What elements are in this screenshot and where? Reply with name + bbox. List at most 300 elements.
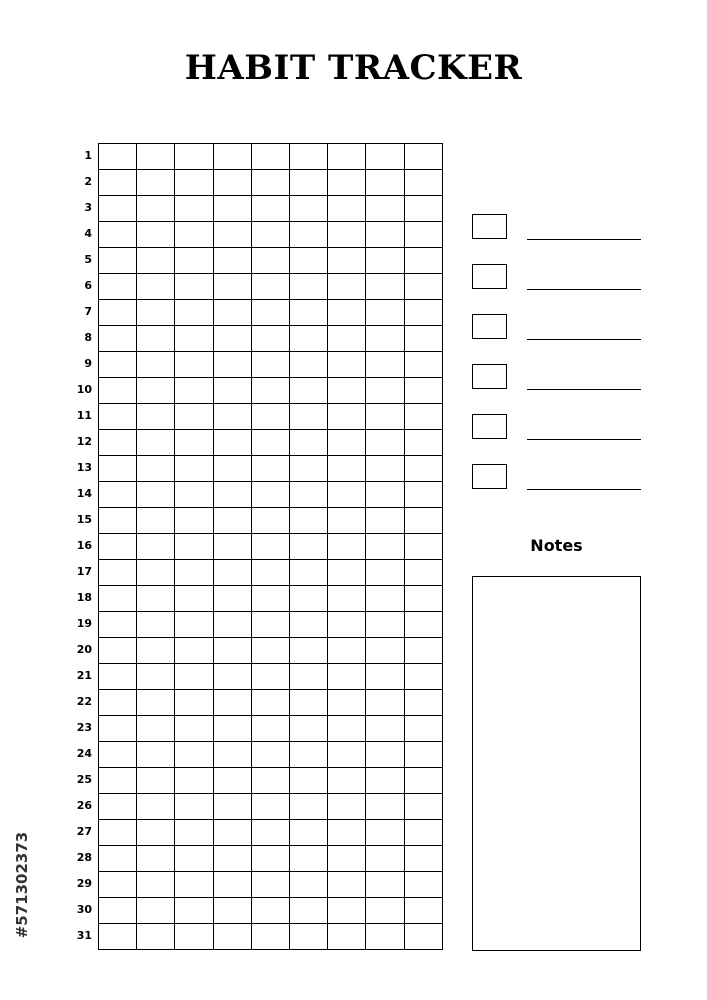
grid-cell[interactable] bbox=[328, 898, 366, 924]
grid-cell[interactable] bbox=[137, 612, 175, 638]
grid-cell[interactable] bbox=[214, 482, 252, 508]
grid-cell[interactable] bbox=[328, 664, 366, 690]
grid-cell[interactable] bbox=[175, 846, 213, 872]
grid-cell[interactable] bbox=[366, 716, 404, 742]
grid-cell[interactable] bbox=[175, 716, 213, 742]
grid-cell[interactable] bbox=[290, 222, 328, 248]
grid-cell[interactable] bbox=[290, 170, 328, 196]
grid-cell[interactable] bbox=[252, 846, 290, 872]
grid-cell[interactable] bbox=[252, 768, 290, 794]
grid-cell[interactable] bbox=[137, 248, 175, 274]
grid-cell[interactable] bbox=[328, 404, 366, 430]
grid-cell[interactable] bbox=[366, 248, 404, 274]
grid-cell[interactable] bbox=[405, 924, 443, 950]
grid-cell[interactable] bbox=[405, 638, 443, 664]
grid-cell[interactable] bbox=[405, 872, 443, 898]
grid-cell[interactable] bbox=[137, 638, 175, 664]
grid-cell[interactable] bbox=[252, 586, 290, 612]
grid-cell[interactable] bbox=[328, 430, 366, 456]
grid-cell[interactable] bbox=[214, 716, 252, 742]
grid-cell[interactable] bbox=[328, 274, 366, 300]
grid-cell[interactable] bbox=[252, 326, 290, 352]
grid-cell[interactable] bbox=[290, 248, 328, 274]
grid-cell[interactable] bbox=[175, 482, 213, 508]
grid-cell[interactable] bbox=[328, 144, 366, 170]
grid-cell[interactable] bbox=[290, 144, 328, 170]
grid-cell[interactable] bbox=[137, 534, 175, 560]
grid-cell[interactable] bbox=[405, 482, 443, 508]
grid-cell[interactable] bbox=[214, 144, 252, 170]
grid-cell[interactable] bbox=[175, 898, 213, 924]
grid-cell[interactable] bbox=[175, 196, 213, 222]
grid-cell[interactable] bbox=[366, 872, 404, 898]
grid-cell[interactable] bbox=[366, 378, 404, 404]
grid-cell[interactable] bbox=[99, 794, 137, 820]
grid-cell[interactable] bbox=[252, 794, 290, 820]
grid-cell[interactable] bbox=[328, 326, 366, 352]
grid-cell[interactable] bbox=[99, 482, 137, 508]
grid-cell[interactable] bbox=[290, 664, 328, 690]
grid-cell[interactable] bbox=[328, 638, 366, 664]
grid-cell[interactable] bbox=[99, 170, 137, 196]
grid-cell[interactable] bbox=[290, 872, 328, 898]
grid-cell[interactable] bbox=[328, 716, 366, 742]
grid-cell[interactable] bbox=[214, 898, 252, 924]
grid-cell[interactable] bbox=[405, 794, 443, 820]
grid-cell[interactable] bbox=[137, 222, 175, 248]
grid-cell[interactable] bbox=[328, 352, 366, 378]
grid-cell[interactable] bbox=[175, 534, 213, 560]
grid-cell[interactable] bbox=[99, 326, 137, 352]
grid-cell[interactable] bbox=[290, 196, 328, 222]
grid-cell[interactable] bbox=[328, 482, 366, 508]
grid-cell[interactable] bbox=[290, 378, 328, 404]
grid-cell[interactable] bbox=[252, 612, 290, 638]
grid-cell[interactable] bbox=[290, 352, 328, 378]
grid-cell[interactable] bbox=[366, 352, 404, 378]
grid-cell[interactable] bbox=[137, 378, 175, 404]
grid-cell[interactable] bbox=[99, 898, 137, 924]
grid-cell[interactable] bbox=[137, 352, 175, 378]
grid-cell[interactable] bbox=[137, 924, 175, 950]
grid-cell[interactable] bbox=[175, 820, 213, 846]
grid-cell[interactable] bbox=[99, 248, 137, 274]
grid-cell[interactable] bbox=[137, 664, 175, 690]
grid-cell[interactable] bbox=[366, 430, 404, 456]
legend-checkbox[interactable] bbox=[472, 314, 507, 339]
grid-cell[interactable] bbox=[405, 144, 443, 170]
day-label: 12 bbox=[76, 435, 92, 448]
grid-cell[interactable] bbox=[328, 586, 366, 612]
grid-cell[interactable] bbox=[137, 716, 175, 742]
grid-cell[interactable] bbox=[137, 326, 175, 352]
grid-cell[interactable] bbox=[214, 690, 252, 716]
grid-cell[interactable] bbox=[328, 820, 366, 846]
legend-write-line[interactable] bbox=[527, 289, 641, 290]
grid-cell[interactable] bbox=[99, 352, 137, 378]
grid-cell[interactable] bbox=[175, 326, 213, 352]
grid-cell[interactable] bbox=[328, 742, 366, 768]
grid-cell[interactable] bbox=[214, 430, 252, 456]
grid-cell[interactable] bbox=[214, 274, 252, 300]
grid-cell[interactable] bbox=[214, 326, 252, 352]
grid-cell[interactable] bbox=[366, 742, 404, 768]
grid-cell[interactable] bbox=[99, 664, 137, 690]
grid-cell[interactable] bbox=[175, 560, 213, 586]
grid-cell[interactable] bbox=[137, 846, 175, 872]
grid-cell[interactable] bbox=[405, 586, 443, 612]
grid-cell[interactable] bbox=[328, 560, 366, 586]
grid-cell[interactable] bbox=[290, 820, 328, 846]
grid-cell[interactable] bbox=[175, 690, 213, 716]
grid-cell[interactable] bbox=[137, 872, 175, 898]
notes-box[interactable] bbox=[472, 576, 641, 951]
grid-cell[interactable] bbox=[366, 404, 404, 430]
grid-cell[interactable] bbox=[405, 560, 443, 586]
grid-cell[interactable] bbox=[137, 430, 175, 456]
grid-cell[interactable] bbox=[405, 222, 443, 248]
legend-checkbox[interactable] bbox=[472, 464, 507, 489]
grid-cell[interactable] bbox=[252, 274, 290, 300]
grid-cell[interactable] bbox=[328, 456, 366, 482]
grid-cell[interactable] bbox=[214, 196, 252, 222]
grid-cell[interactable] bbox=[290, 794, 328, 820]
grid-cell[interactable] bbox=[405, 404, 443, 430]
grid-cell[interactable] bbox=[175, 274, 213, 300]
grid-cell[interactable] bbox=[290, 716, 328, 742]
grid-cell[interactable] bbox=[214, 794, 252, 820]
grid-cell[interactable] bbox=[328, 222, 366, 248]
grid-cell[interactable] bbox=[137, 404, 175, 430]
grid-cell[interactable] bbox=[366, 638, 404, 664]
grid-cell[interactable] bbox=[175, 638, 213, 664]
grid-cell[interactable] bbox=[252, 560, 290, 586]
grid-cell[interactable] bbox=[290, 300, 328, 326]
grid-cell[interactable] bbox=[137, 898, 175, 924]
grid-cell[interactable] bbox=[99, 430, 137, 456]
grid-cell[interactable] bbox=[405, 378, 443, 404]
grid-cell[interactable] bbox=[99, 638, 137, 664]
grid-cell[interactable] bbox=[290, 924, 328, 950]
grid-cell[interactable] bbox=[137, 690, 175, 716]
grid-cell[interactable] bbox=[99, 222, 137, 248]
grid-cell[interactable] bbox=[252, 170, 290, 196]
grid-cell[interactable] bbox=[405, 846, 443, 872]
grid-cell[interactable] bbox=[214, 300, 252, 326]
grid-cell[interactable] bbox=[405, 664, 443, 690]
grid-cell[interactable] bbox=[252, 196, 290, 222]
grid-cell[interactable] bbox=[252, 404, 290, 430]
grid-cell[interactable] bbox=[328, 612, 366, 638]
grid-cell[interactable] bbox=[214, 560, 252, 586]
grid-cell[interactable] bbox=[290, 326, 328, 352]
grid-cell[interactable] bbox=[175, 924, 213, 950]
grid-cell[interactable] bbox=[405, 690, 443, 716]
grid-cell[interactable] bbox=[137, 300, 175, 326]
grid-cell[interactable] bbox=[366, 300, 404, 326]
grid-cell[interactable] bbox=[175, 742, 213, 768]
grid-cell[interactable] bbox=[366, 508, 404, 534]
grid-cell[interactable] bbox=[214, 768, 252, 794]
day-label: 30 bbox=[76, 903, 92, 916]
day-label: 18 bbox=[76, 591, 92, 604]
legend-write-line[interactable] bbox=[527, 489, 641, 490]
grid-cell[interactable] bbox=[366, 898, 404, 924]
grid-cell[interactable] bbox=[252, 872, 290, 898]
day-labels bbox=[62, 143, 92, 949]
grid-cell[interactable] bbox=[252, 378, 290, 404]
grid-cell[interactable] bbox=[175, 430, 213, 456]
grid-cell[interactable] bbox=[175, 378, 213, 404]
grid-cell[interactable] bbox=[137, 820, 175, 846]
grid-cell[interactable] bbox=[252, 820, 290, 846]
grid-cell[interactable] bbox=[99, 690, 137, 716]
grid-cell[interactable] bbox=[175, 508, 213, 534]
grid-cell[interactable] bbox=[252, 690, 290, 716]
legend-write-line[interactable] bbox=[527, 439, 641, 440]
grid-cell[interactable] bbox=[175, 248, 213, 274]
grid-cell[interactable] bbox=[175, 352, 213, 378]
grid-cell[interactable] bbox=[366, 326, 404, 352]
grid-cell[interactable] bbox=[99, 274, 137, 300]
legend-write-line[interactable] bbox=[527, 239, 641, 240]
grid-cell[interactable] bbox=[214, 404, 252, 430]
grid-cell[interactable] bbox=[214, 170, 252, 196]
grid-cell[interactable] bbox=[366, 222, 404, 248]
grid-cell[interactable] bbox=[175, 300, 213, 326]
grid-cell[interactable] bbox=[99, 196, 137, 222]
grid-cell[interactable] bbox=[137, 196, 175, 222]
grid-cell[interactable] bbox=[290, 430, 328, 456]
grid-cell[interactable] bbox=[290, 638, 328, 664]
grid-cell[interactable] bbox=[214, 352, 252, 378]
grid-cell[interactable] bbox=[405, 326, 443, 352]
grid-cell[interactable] bbox=[214, 456, 252, 482]
grid-cell[interactable] bbox=[290, 404, 328, 430]
day-label: 6 bbox=[84, 279, 92, 292]
grid-cell[interactable] bbox=[99, 300, 137, 326]
grid-cell[interactable] bbox=[366, 664, 404, 690]
grid-cell[interactable] bbox=[99, 144, 137, 170]
grid-cell[interactable] bbox=[290, 586, 328, 612]
grid-cell[interactable] bbox=[99, 872, 137, 898]
grid-cell[interactable] bbox=[99, 586, 137, 612]
grid-cell[interactable] bbox=[366, 534, 404, 560]
grid-cell[interactable] bbox=[405, 716, 443, 742]
grid-cell[interactable] bbox=[214, 222, 252, 248]
grid-cell[interactable] bbox=[99, 378, 137, 404]
grid-cell[interactable] bbox=[175, 404, 213, 430]
grid-cell[interactable] bbox=[252, 924, 290, 950]
grid-cell[interactable] bbox=[175, 794, 213, 820]
grid-cell[interactable] bbox=[405, 430, 443, 456]
grid-cell[interactable] bbox=[328, 768, 366, 794]
grid-cell[interactable] bbox=[252, 716, 290, 742]
grid-cell[interactable] bbox=[252, 300, 290, 326]
grid-cell[interactable] bbox=[214, 638, 252, 664]
grid-cell[interactable] bbox=[214, 846, 252, 872]
grid-cell[interactable] bbox=[137, 170, 175, 196]
grid-cell[interactable] bbox=[328, 690, 366, 716]
grid-cell[interactable] bbox=[99, 846, 137, 872]
grid-cell[interactable] bbox=[328, 924, 366, 950]
grid-cell[interactable] bbox=[328, 378, 366, 404]
grid-cell[interactable] bbox=[252, 898, 290, 924]
grid-cell[interactable] bbox=[99, 820, 137, 846]
grid-cell[interactable] bbox=[252, 352, 290, 378]
grid-cell[interactable] bbox=[366, 456, 404, 482]
grid-cell[interactable] bbox=[366, 612, 404, 638]
grid-cell[interactable] bbox=[405, 768, 443, 794]
grid-cell[interactable] bbox=[328, 196, 366, 222]
grid-cell[interactable] bbox=[290, 274, 328, 300]
grid-cell[interactable] bbox=[290, 846, 328, 872]
grid-cell[interactable] bbox=[252, 482, 290, 508]
grid-cell[interactable] bbox=[214, 820, 252, 846]
grid-cell[interactable] bbox=[214, 872, 252, 898]
grid-cell[interactable] bbox=[99, 716, 137, 742]
day-label: 3 bbox=[84, 201, 92, 214]
grid-cell[interactable] bbox=[290, 508, 328, 534]
day-label: 23 bbox=[76, 721, 92, 734]
grid-cell[interactable] bbox=[366, 794, 404, 820]
grid-cell[interactable] bbox=[328, 508, 366, 534]
grid-cell[interactable] bbox=[99, 508, 137, 534]
grid-cell[interactable] bbox=[137, 144, 175, 170]
legend-checkbox[interactable] bbox=[472, 214, 507, 239]
grid-cell[interactable] bbox=[366, 144, 404, 170]
grid-cell[interactable] bbox=[137, 456, 175, 482]
grid-cell[interactable] bbox=[328, 872, 366, 898]
grid-cell[interactable] bbox=[137, 768, 175, 794]
grid-cell[interactable] bbox=[252, 742, 290, 768]
grid-cell[interactable] bbox=[175, 456, 213, 482]
grid-cell[interactable] bbox=[290, 742, 328, 768]
grid-cell[interactable] bbox=[137, 586, 175, 612]
grid-cell[interactable] bbox=[405, 508, 443, 534]
grid-cell[interactable] bbox=[214, 508, 252, 534]
grid-cell[interactable] bbox=[175, 872, 213, 898]
grid-cell[interactable] bbox=[214, 378, 252, 404]
grid-cell[interactable] bbox=[366, 482, 404, 508]
grid-cell[interactable] bbox=[290, 690, 328, 716]
legend-checkbox[interactable] bbox=[472, 414, 507, 439]
grid-cell[interactable] bbox=[99, 924, 137, 950]
grid-cell[interactable] bbox=[175, 586, 213, 612]
grid-cell[interactable] bbox=[366, 924, 404, 950]
grid-cell[interactable] bbox=[328, 846, 366, 872]
grid-cell[interactable] bbox=[214, 664, 252, 690]
grid-cell[interactable] bbox=[366, 846, 404, 872]
grid-cell[interactable] bbox=[405, 196, 443, 222]
legend-checkbox[interactable] bbox=[472, 264, 507, 289]
grid-cell[interactable] bbox=[405, 170, 443, 196]
grid-cell[interactable] bbox=[99, 404, 137, 430]
grid-cell[interactable] bbox=[290, 612, 328, 638]
grid-cell[interactable] bbox=[252, 430, 290, 456]
grid-cell[interactable] bbox=[252, 456, 290, 482]
grid-cell[interactable] bbox=[328, 300, 366, 326]
grid-cell[interactable] bbox=[175, 144, 213, 170]
grid-cell[interactable] bbox=[252, 638, 290, 664]
grid-cell[interactable] bbox=[290, 482, 328, 508]
grid-cell[interactable] bbox=[175, 664, 213, 690]
grid-cell[interactable] bbox=[405, 742, 443, 768]
grid-cell[interactable] bbox=[366, 690, 404, 716]
grid-cell[interactable] bbox=[214, 924, 252, 950]
grid-cell[interactable] bbox=[405, 274, 443, 300]
grid-cell[interactable] bbox=[405, 248, 443, 274]
grid-cell[interactable] bbox=[366, 768, 404, 794]
legend-write-line[interactable] bbox=[527, 339, 641, 340]
grid-cell[interactable] bbox=[366, 820, 404, 846]
legend-checkbox[interactable] bbox=[472, 364, 507, 389]
grid-cell[interactable] bbox=[405, 898, 443, 924]
grid-cell[interactable] bbox=[175, 222, 213, 248]
grid-cell[interactable] bbox=[290, 768, 328, 794]
grid-cell[interactable] bbox=[290, 560, 328, 586]
grid-cell[interactable] bbox=[366, 274, 404, 300]
grid-cell[interactable] bbox=[405, 612, 443, 638]
grid-cell[interactable] bbox=[214, 534, 252, 560]
grid-cell[interactable] bbox=[366, 196, 404, 222]
grid-cell[interactable] bbox=[99, 612, 137, 638]
legend-write-line[interactable] bbox=[527, 389, 641, 390]
grid-cell[interactable] bbox=[405, 820, 443, 846]
grid-cell[interactable] bbox=[252, 508, 290, 534]
grid-cell[interactable] bbox=[175, 768, 213, 794]
grid-cell[interactable] bbox=[99, 768, 137, 794]
grid-cell[interactable] bbox=[137, 794, 175, 820]
grid-cell[interactable] bbox=[252, 534, 290, 560]
grid-cell[interactable] bbox=[366, 586, 404, 612]
grid-cell[interactable] bbox=[252, 222, 290, 248]
grid-cell[interactable] bbox=[137, 742, 175, 768]
grid-cell[interactable] bbox=[137, 274, 175, 300]
grid-cell[interactable] bbox=[99, 742, 137, 768]
grid-cell[interactable] bbox=[99, 456, 137, 482]
grid-cell[interactable] bbox=[405, 456, 443, 482]
grid-cell[interactable] bbox=[99, 560, 137, 586]
grid-cell[interactable] bbox=[405, 300, 443, 326]
grid-cell[interactable] bbox=[137, 560, 175, 586]
grid-cell[interactable] bbox=[175, 170, 213, 196]
grid-cell[interactable] bbox=[252, 248, 290, 274]
grid-cell[interactable] bbox=[290, 456, 328, 482]
grid-cell[interactable] bbox=[252, 664, 290, 690]
grid-cell[interactable] bbox=[214, 742, 252, 768]
grid-cell[interactable] bbox=[290, 898, 328, 924]
grid-cell[interactable] bbox=[366, 560, 404, 586]
grid-cell[interactable] bbox=[405, 352, 443, 378]
grid-cell[interactable] bbox=[290, 534, 328, 560]
grid-cell[interactable] bbox=[214, 586, 252, 612]
grid-cell[interactable] bbox=[214, 248, 252, 274]
grid-cell[interactable] bbox=[328, 534, 366, 560]
day-label: 29 bbox=[76, 877, 92, 890]
grid-cell[interactable] bbox=[328, 248, 366, 274]
grid-cell[interactable] bbox=[252, 144, 290, 170]
grid-cell[interactable] bbox=[366, 170, 404, 196]
grid-cell[interactable] bbox=[137, 482, 175, 508]
grid-cell[interactable] bbox=[214, 612, 252, 638]
grid-cell[interactable] bbox=[99, 534, 137, 560]
grid-cell[interactable] bbox=[328, 794, 366, 820]
grid-cell[interactable] bbox=[328, 170, 366, 196]
grid-cell[interactable] bbox=[405, 534, 443, 560]
grid-cell[interactable] bbox=[137, 508, 175, 534]
grid-cell[interactable] bbox=[175, 612, 213, 638]
